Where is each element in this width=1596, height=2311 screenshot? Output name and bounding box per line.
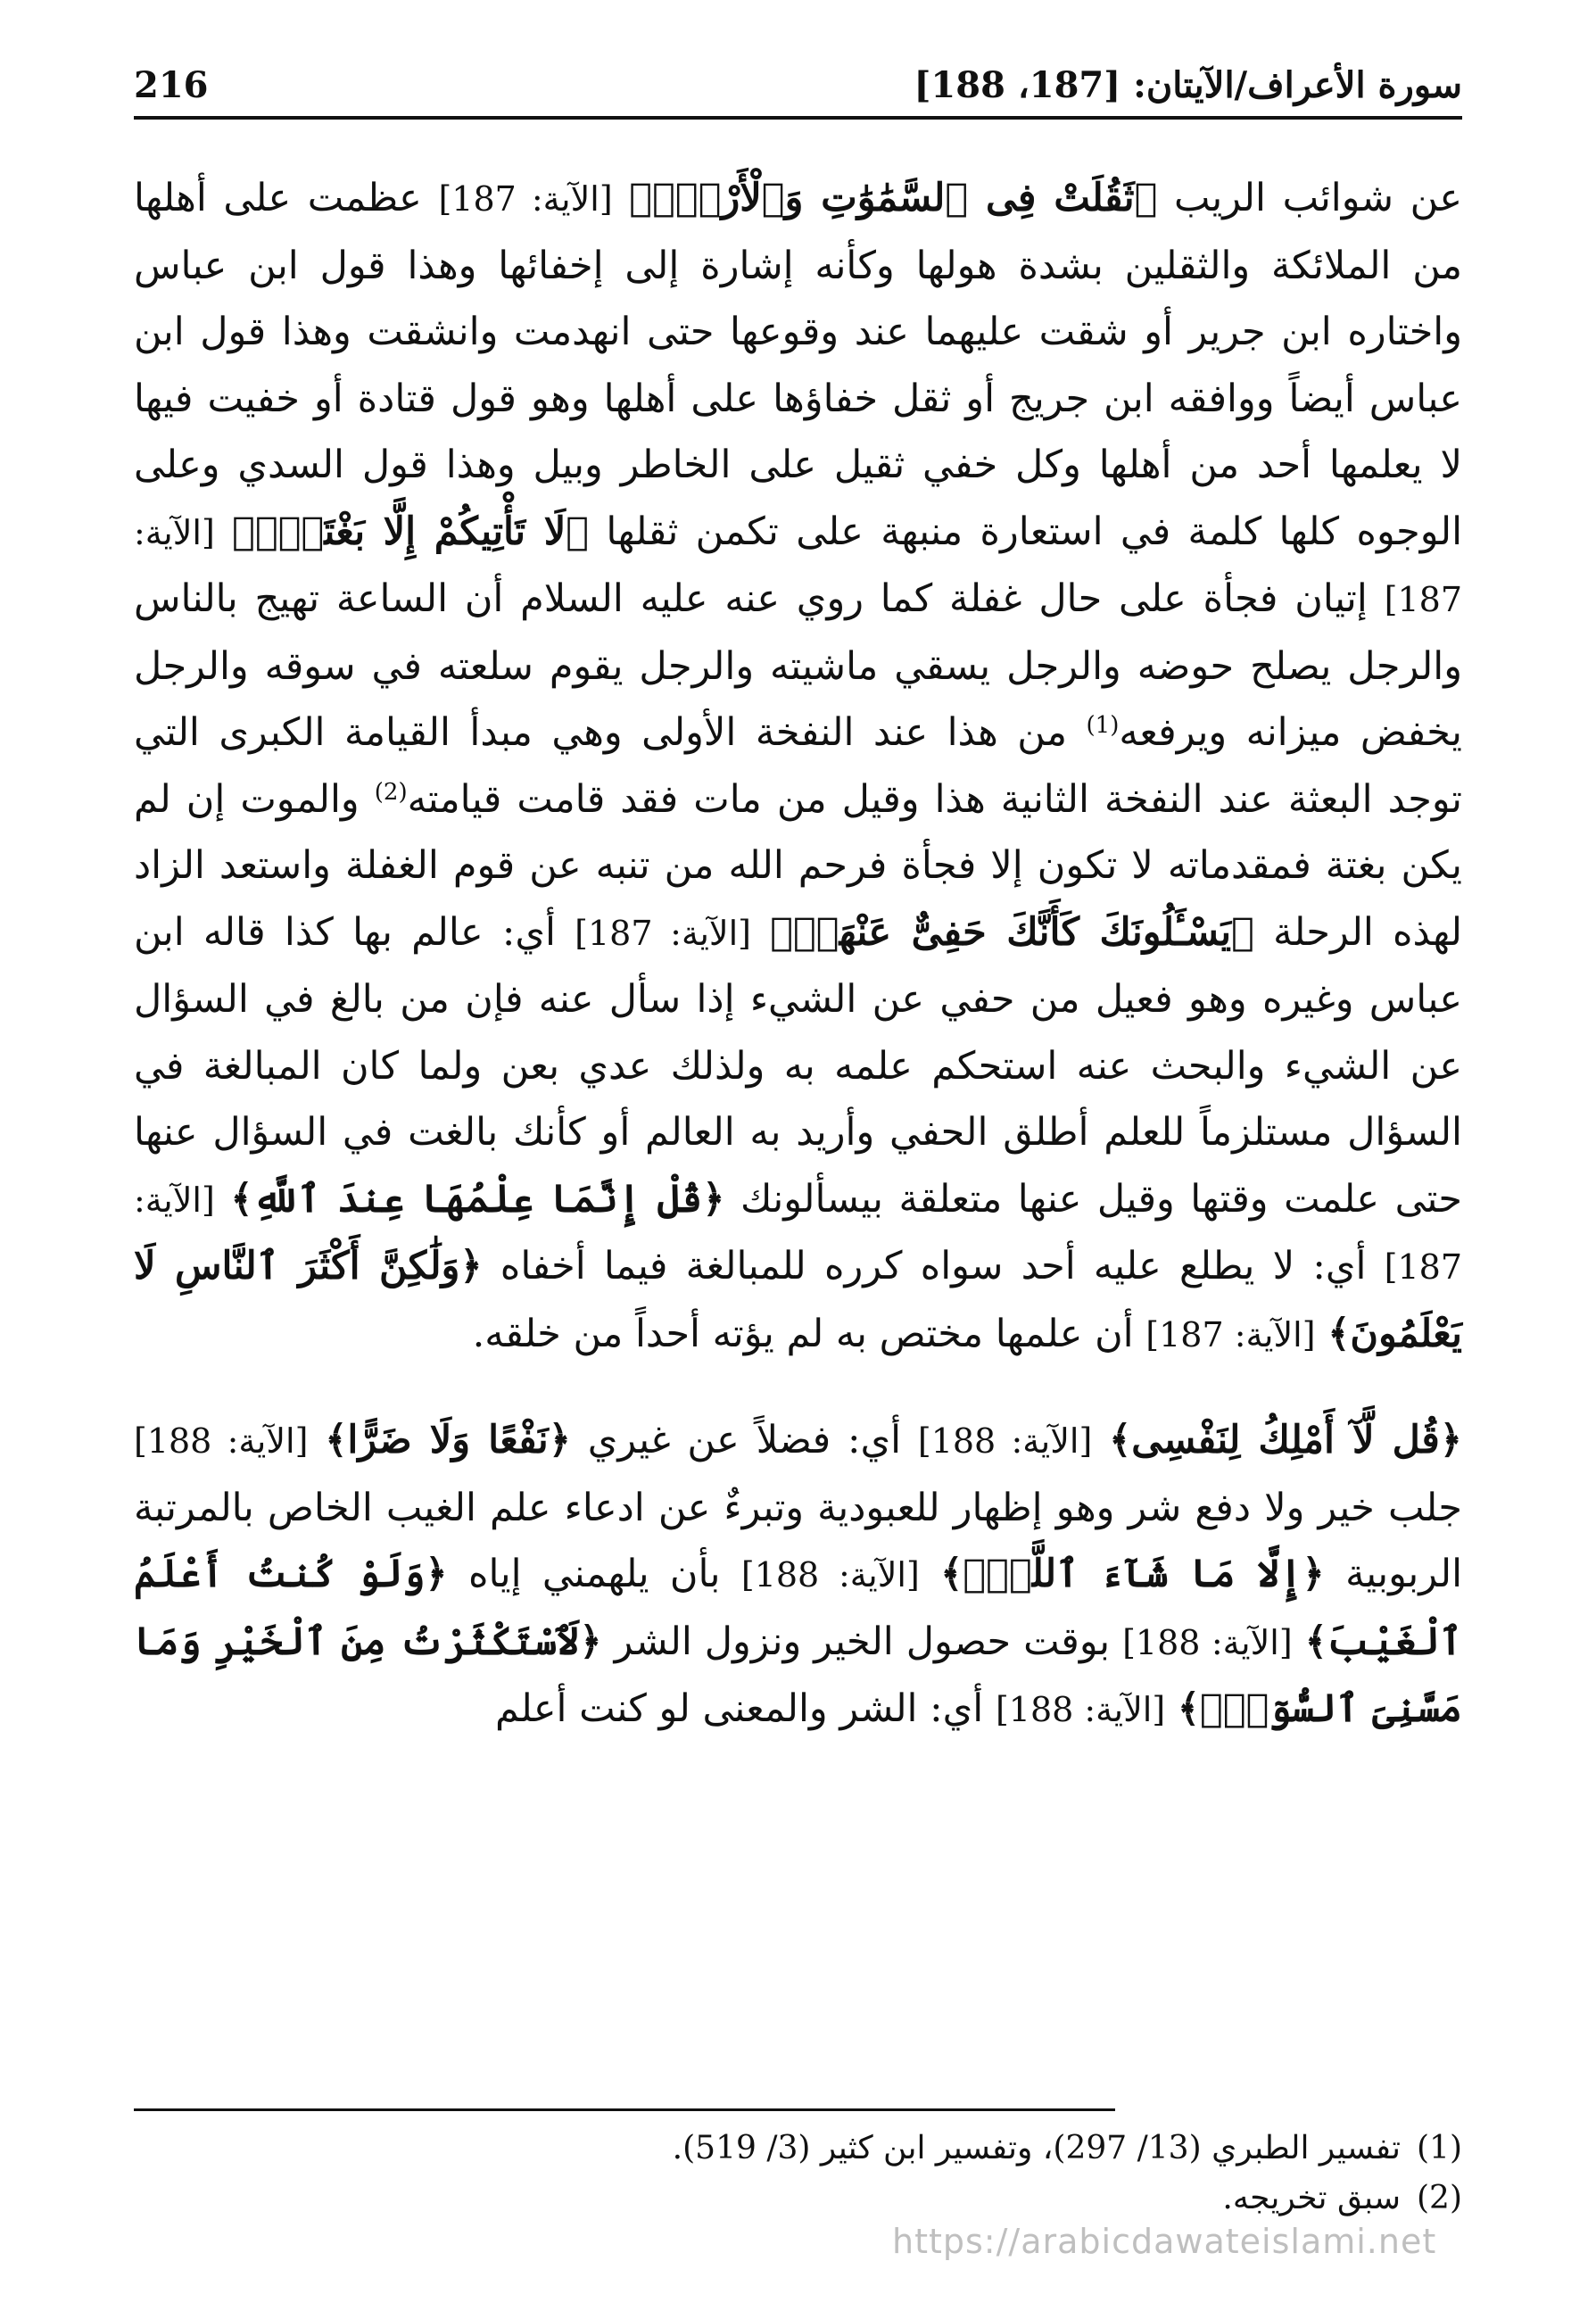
quran-verse: ﴿وَلَوْ كُنتُ أَعْلَمُ ٱلْغَيْبَ﴾: [134, 1552, 1463, 1664]
quran-verse: ﴿وَلَٰكِنَّ أَكْثَرَ ٱلنَّاسِ لَا يَعْلَمُونَ﴾: [134, 1244, 1462, 1356]
verse-reference: [الآية: 188]: [995, 1690, 1166, 1729]
verse-reference: [الآية: 188]: [917, 1421, 1093, 1461]
footnote-number: (2): [1417, 2180, 1462, 2216]
running-title: سورة الأعراف/الآيتان: [187، 188]: [914, 63, 1462, 106]
text-run: أن علمها مختص به لم يؤته أحداً من خلقه.: [472, 1311, 1134, 1356]
text-run: أي: الشر والمعنى لو كنت أعلم: [495, 1686, 984, 1731]
text-run: عظمت على أهلها من الملائكة والثقلين بشدة هولها وكأنه إشارة إلى إخفائها وهذا قول ابن عباس واختاره ابن جرير أو شقت عليهما عند وقوعها حتى انهدمت وانشقت وهذا قول ابن عباس أيضاً ووافقه ابن جريج أو ثقل خفاؤها على أهلها وهو قول قتادة أو خفيت فيها لا يعلمها أحد من أهلها وكل خفي ثقيل على الخاطر وبيل وهذا قول السدي وعلى الوجوه كلها كلمة في استعارة منبهة على تكمن ثقلها: [134, 176, 1463, 554]
quran-verse: ﴿قُلْ إِنَّمَا عِلْمُهَا عِندَ ٱللَّهِ﴾: [230, 1176, 725, 1222]
footnote-text: سبق تخريجه.: [1222, 2180, 1401, 2216]
footnote-text: تفسير الطبري (13/ 297)، وتفسير ابن كثير (3/ 519).: [672, 2130, 1401, 2166]
paragraph-2: [134, 1407, 1462, 1744]
page-header: [134, 54, 1462, 116]
text-run: أي: عالم بها كذا قاله ابن عباس وغيره وهو فعيل من حفي عن الشيء إذا سأل عنه فإن من بالغ في السؤال عن الشيء والبحث عنه استحكم علمه به ولذلك عدي بعن ولما كان المبالغة في السؤال مستلزماً للعلم أطلق الحفي وأريد به العالم أو كأنك بالغت في السؤال عنها حتى علمت وقتها وقيل عنها متعلقة بيسألونك: [134, 909, 1462, 1222]
paragraph-1: [134, 165, 1462, 1368]
text-run: أي: لا يطلع عليه أحد سواه كرره للمبالغة فيما أخفاه: [500, 1244, 1367, 1288]
header-divider: [134, 116, 1462, 120]
footnote-divider: [134, 2108, 1115, 2111]
verse-reference: [الآية: 188]: [740, 1555, 920, 1595]
footnote-item: [134, 2174, 1462, 2224]
verse-reference: [الآية: 187]: [134, 512, 1463, 619]
text-run: بوقت حصول الخير ونزول الشر: [614, 1619, 1111, 1664]
verse-reference: [الآية: 188]: [1122, 1622, 1293, 1662]
text-run: إتيان فجأة على حال غفلة كما روي عنه عليه السلام أن الساعة تهيج بالناس والرجل يصلح حوضه والرجل يسقي ماشيته والرجل يقوم سلعته في سوقه والرجل يخفض ميزانه ويرفعه: [134, 576, 1463, 755]
quran-verse: ﴿يَسْـَٔلُونَكَ كَأَنَّكَ حَفِىٌّ عَنْهَاۖ﴾: [770, 909, 1254, 955]
footnote-number: (1): [1417, 2130, 1462, 2166]
text-run: جلب خير ولا دفع شر وهو إظهار للعبودية وتبرءٌ عن ادعاء علم الغيب الخاص بالمرتبة الربوبية: [134, 1485, 1463, 1596]
main-text: [134, 165, 1462, 1744]
verse-reference: [الآية: 187]: [575, 913, 751, 953]
text-run: والموت إن لم يكن بغتة فمقدماته لا تكون إلا فجأة فرحم الله من تنبه عن قوم الغفلة واستعد الزاد لهذه الرحلة: [134, 776, 1463, 955]
verse-reference: [الآية: 187]: [1145, 1314, 1316, 1354]
verse-reference: [الآية: 187]: [438, 179, 613, 219]
text-run: بأن يلهمني إياه: [467, 1552, 721, 1596]
quran-verse: ﴿قُل لَّآ أَمْلِكُ لِنَفْسِى﴾: [1109, 1418, 1462, 1462]
verse-reference: [الآية: 188]: [134, 1421, 309, 1461]
footnote-item: [134, 2124, 1462, 2174]
page-number: 216: [134, 63, 209, 106]
quran-verse: ﴿ثَقُلَتْ فِى ٱلسَّمَٰوَٰتِ وَٱلْأَرْضِۚ﴾: [629, 176, 1158, 220]
quran-verse: ﴿لَٱسْتَكْثَرْتُ مِنَ ٱلْخَيْرِ وَمَا مَسَّنِىَ ٱلسُّوٓءُۚ﴾: [134, 1619, 1462, 1731]
verse-reference: [الآية: 187]: [134, 1180, 1463, 1287]
quran-verse: ﴿إِلَّا مَا شَآءَ ٱللَّهُۚ﴾: [940, 1552, 1325, 1596]
watermark-url: https://arabicdawateislami.net: [892, 2222, 1437, 2261]
footnote-marker[interactable]: (1): [1086, 712, 1120, 739]
text-run: أي: فضلاً عن غيري: [587, 1418, 902, 1462]
footnote-marker[interactable]: (2): [374, 778, 408, 806]
footnotes: [134, 2124, 1462, 2224]
text-run: عن شوائب الريب: [1174, 176, 1463, 220]
quran-verse: ﴿لَا تَأْتِيكُمْ إِلَّا بَغْتَةًۗ﴾: [232, 509, 590, 554]
quran-verse: ﴿نَفْعًا وَلَا ضَرًّا﴾: [325, 1418, 571, 1462]
text-run: من هذا عند النفخة الأولى وهي مبدأ القيامة الكبرى التي توجد البعثة عند النفخة الثانية هذا وقيل من مات فقد قامت قيامته: [134, 710, 1463, 822]
